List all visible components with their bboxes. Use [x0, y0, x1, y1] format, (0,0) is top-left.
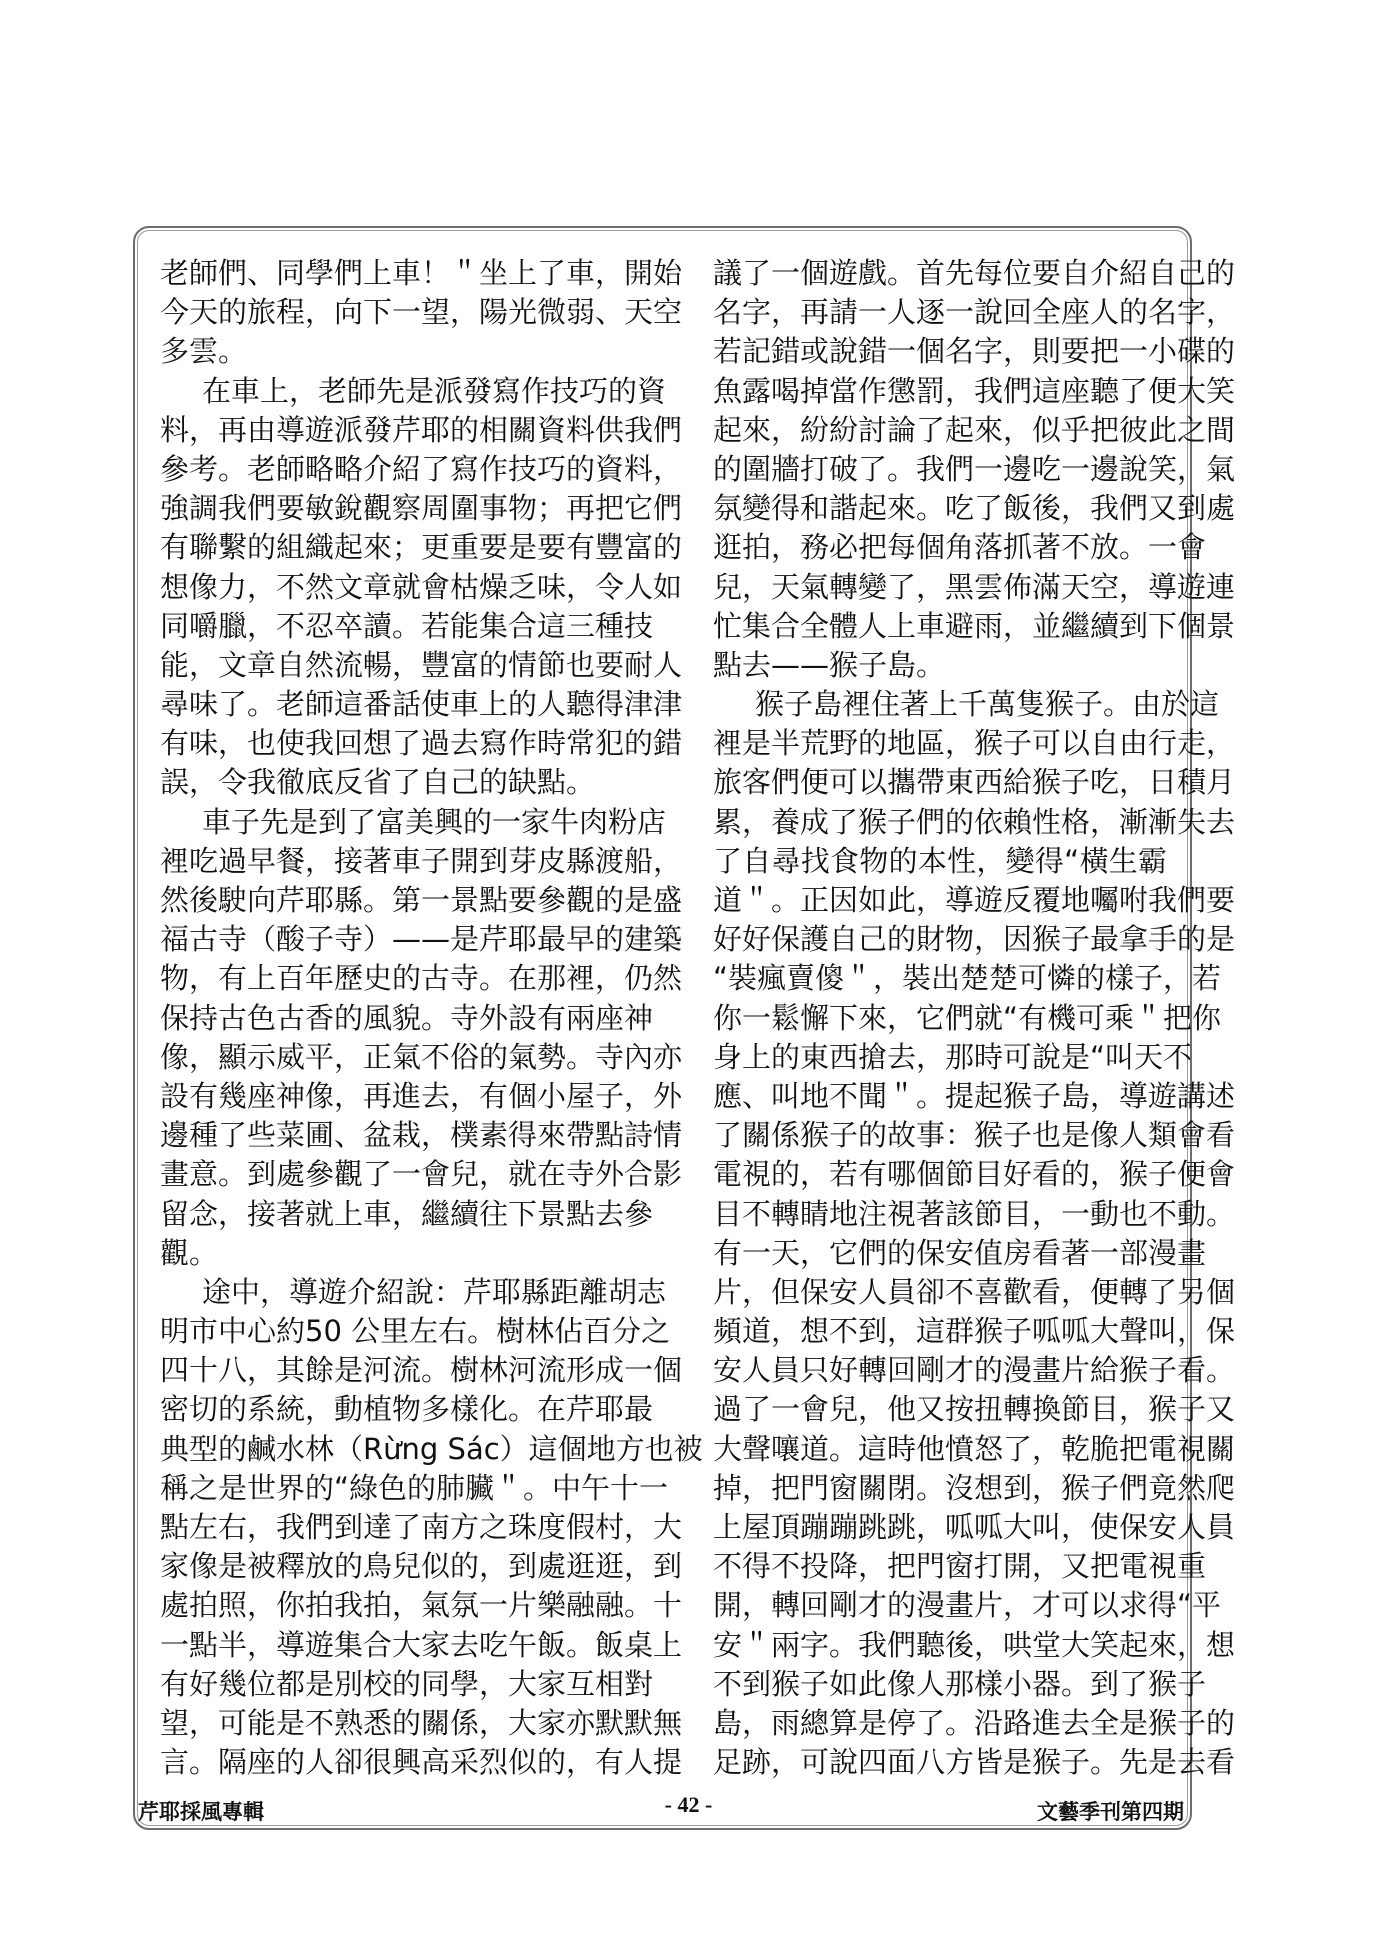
text-line: “裝瘋賣傻＂，裝出楚楚可憐的樣子，若	[713, 961, 1222, 996]
text-line: 四十八，其餘是河流。樹林河流形成一個	[160, 1353, 683, 1388]
text-line: 今天的旅程，向下一望，陽光微弱、天空	[160, 295, 683, 330]
text-line: 畫意。到處參觀了一會兒，就在寺外合影	[160, 1157, 683, 1192]
text-line: 片，但保安人員卻不喜歡看，便轉了另個	[713, 1274, 1236, 1309]
text-line: 應、叫地不聞＂。提起猴子島，導遊講述	[713, 1078, 1236, 1113]
text-line: 留念，接著就上車，繼續往下景點去參	[160, 1196, 654, 1231]
text-line: 上屋頂蹦蹦跳跳，呱呱大叫，使保安人員	[713, 1510, 1236, 1544]
text-line: 想像力，不然文章就會枯燥乏味，令人如	[160, 569, 683, 604]
text-line: 福古寺（酸子寺）——是芹耶最早的建築	[160, 922, 683, 957]
text-line: 尋味了。老師這番話使車上的人聽得津津	[160, 687, 683, 722]
text-line: 典型的鹹水林（Rừng Sác）這個地方也被	[160, 1431, 703, 1466]
text-line: 不得不投降，把門窗打開，又把電視重	[713, 1549, 1207, 1584]
text-line: 設有幾座神像，再進去，有個小屋子，外	[160, 1078, 683, 1113]
text-line: 大聲嚷道。這時他憤怒了，乾脆把電視關	[713, 1431, 1236, 1466]
text-line: 氛變得和諧起來。吃了飯後，我們又到處	[713, 491, 1236, 526]
text-line: 裡是半荒野的地區，猴子可以自由行走，	[713, 726, 1236, 761]
text-line: 電視的，若有哪個節目好看的，猴子便會	[713, 1157, 1236, 1192]
text-line: 了自尋找食物的本性，變得“橫生霸	[713, 843, 1167, 878]
text-line: 多雲。	[160, 334, 248, 369]
footer-section-title: 芹耶採風專輯	[138, 1800, 264, 1824]
text-line: 的圍牆打破了。我們一邊吃一邊說笑，氣	[713, 451, 1236, 486]
text-line: 家像是被釋放的鳥兒似的，到處逛逛，到	[160, 1549, 683, 1584]
text-line: 在車上，老師先是派發寫作技巧的資	[202, 373, 667, 408]
text-line: 同嚼臘，不忍卒讀。若能集合這三種技	[160, 608, 654, 643]
text-line: 像，顯示威平，正氣不俗的氣勢。寺內亦	[160, 1039, 683, 1074]
text-line: 料，再由導遊派發芹耶的相關資料供我們	[160, 412, 683, 447]
text-line: 誤，令我徹底反省了自己的缺點。	[160, 765, 596, 800]
text-line: 明市中心約50 公里左右。樹林佔百分之	[160, 1314, 671, 1349]
text-line: 逛拍，務必把每個角落抓著不放。一會	[713, 530, 1207, 565]
text-line: 點去——猴子島。	[713, 647, 946, 682]
text-line: 好好保護自己的財物，因猴子最拿手的是	[713, 922, 1236, 957]
text-line: 若記錯或說錯一個名字，則要把一小碟的	[713, 334, 1236, 369]
text-line: 了關係猴子的故事：猴子也是像人類會看	[713, 1118, 1236, 1153]
text-line: 頻道，想不到，這群猴子呱呱大聲叫，保	[713, 1314, 1236, 1349]
paragraph	[160, 254, 683, 372]
text-line: 一點半，導遊集合大家去吃午飯。飯桌上	[160, 1627, 683, 1662]
text-line: 有一天，它們的保安值房看著一部漫畫	[713, 1235, 1207, 1270]
text-line: 過了一會兒，他又按扭轉換節目，猴子又	[713, 1392, 1236, 1427]
text-line: 安＂兩字。我們聽後，哄堂大笑起來，想	[713, 1627, 1236, 1662]
text-line: 掉，把門窗關閉。沒想到，猴子們竟然爬	[713, 1470, 1236, 1505]
text-line: 言。隔座的人卻很興高采烈似的，有人提	[160, 1745, 683, 1780]
text-line: 保持古色古香的風貌。寺外設有兩座神	[160, 1000, 654, 1035]
text-line: 開，轉回剛才的漫畫片，才可以求得“平	[713, 1588, 1222, 1623]
text-line: 途中，導遊介紹說：芹耶縣距離胡志	[202, 1274, 667, 1309]
text-line: 兒，天氣轉變了，黑雲佈滿天空，導遊連	[713, 569, 1236, 604]
text-line: 稱之是世界的“綠色的肺臟＂。中午十一	[160, 1470, 669, 1505]
page-number: - 42 -	[664, 1792, 713, 1817]
text-line: 有聯繫的組織起來；更重要是要有豐富的	[160, 530, 683, 565]
text-line: 道＂。正因如此，導遊反覆地囑咐我們要	[713, 883, 1236, 917]
text-line: 有味，也使我回想了過去寫作時常犯的錯	[160, 726, 683, 761]
text-line: 議了一個遊戲。首先每位要自介紹自己的	[713, 256, 1236, 290]
paragraph	[713, 685, 1236, 1782]
text-line: 密切的系統，動植物多樣化。在芹耶最	[160, 1392, 654, 1427]
text-line: 車子先是到了富美興的一家牛肉粉店	[202, 804, 667, 839]
paragraph	[160, 372, 683, 803]
paragraph	[160, 1273, 703, 1782]
text-line: 望，可能是不熟悉的關係，大家亦默默無	[160, 1705, 683, 1740]
text-line: 身上的東西搶去，那時可說是“叫天不	[713, 1039, 1193, 1074]
text-line: 忙集合全體人上車避雨，並繼續到下個景	[713, 608, 1236, 643]
text-line: 目不轉睛地注視著該節目，一動也不動。	[713, 1196, 1236, 1231]
text-line: 邊種了些菜圃、盆栽，樸素得來帶點詩情	[160, 1118, 683, 1153]
paragraph	[713, 254, 1236, 685]
text-line: 旅客們便可以攜帶東西給猴子吃，日積月	[713, 765, 1236, 800]
text-line: 累，養成了猴子們的依賴性格，漸漸失去	[713, 804, 1236, 839]
text-line: 安人員只好轉回剛才的漫畫片給猴子看。	[713, 1353, 1236, 1388]
text-line: 名字，再請一人逐一說回全座人的名字，	[713, 295, 1236, 330]
text-line: 老師們、同學們上車！＂坐上了車，開始	[160, 256, 683, 290]
text-line: 強調我們要敏銳觀察周圍事物；再把它們	[160, 491, 683, 526]
text-line: 能，文章自然流暢，豐富的情節也要耐人	[160, 647, 683, 682]
footer-publication-title: 文藝季刊第四期	[1037, 1800, 1184, 1824]
text-line: 有好幾位都是別校的同學，大家互相對	[160, 1666, 654, 1701]
text-line: 處拍照，你拍我拍，氣氛一片樂融融。十	[160, 1588, 683, 1623]
text-line: 足跡，可說四面八方皆是猴子。先是去看	[713, 1745, 1236, 1780]
text-line: 起來，紛紛討論了起來，似乎把彼此之間	[713, 412, 1236, 447]
text-line: 不到猴子如此像人那樣小器。到了猴子	[713, 1666, 1207, 1701]
paragraph	[160, 803, 683, 1273]
text-line: 魚露喝掉當作懲罰，我們這座聽了便大笑	[713, 373, 1236, 408]
text-line: 然後駛向芹耶縣。第一景點要參觀的是盛	[160, 883, 683, 917]
text-line: 參考。老師略略介紹了寫作技巧的資料，	[160, 451, 683, 486]
text-line: 觀。	[160, 1235, 219, 1270]
text-line: 島，雨總算是停了。沿路進去全是猴子的	[713, 1705, 1236, 1740]
text-line: 猴子島裡住著上千萬隻猴子。由於這	[755, 687, 1220, 722]
text-column-left	[160, 254, 703, 1782]
text-line: 你一鬆懈下來，它們就“有機可乘＂把你	[713, 1000, 1222, 1035]
text-line: 物，有上百年歷史的古寺。在那裡，仍然	[160, 961, 683, 996]
text-line: 點左右，我們到達了南方之珠度假村，大	[160, 1510, 683, 1544]
text-column-right	[713, 254, 1236, 1782]
text-line: 裡吃過早餐，接著車子開到芽皮縣渡船，	[160, 843, 683, 878]
